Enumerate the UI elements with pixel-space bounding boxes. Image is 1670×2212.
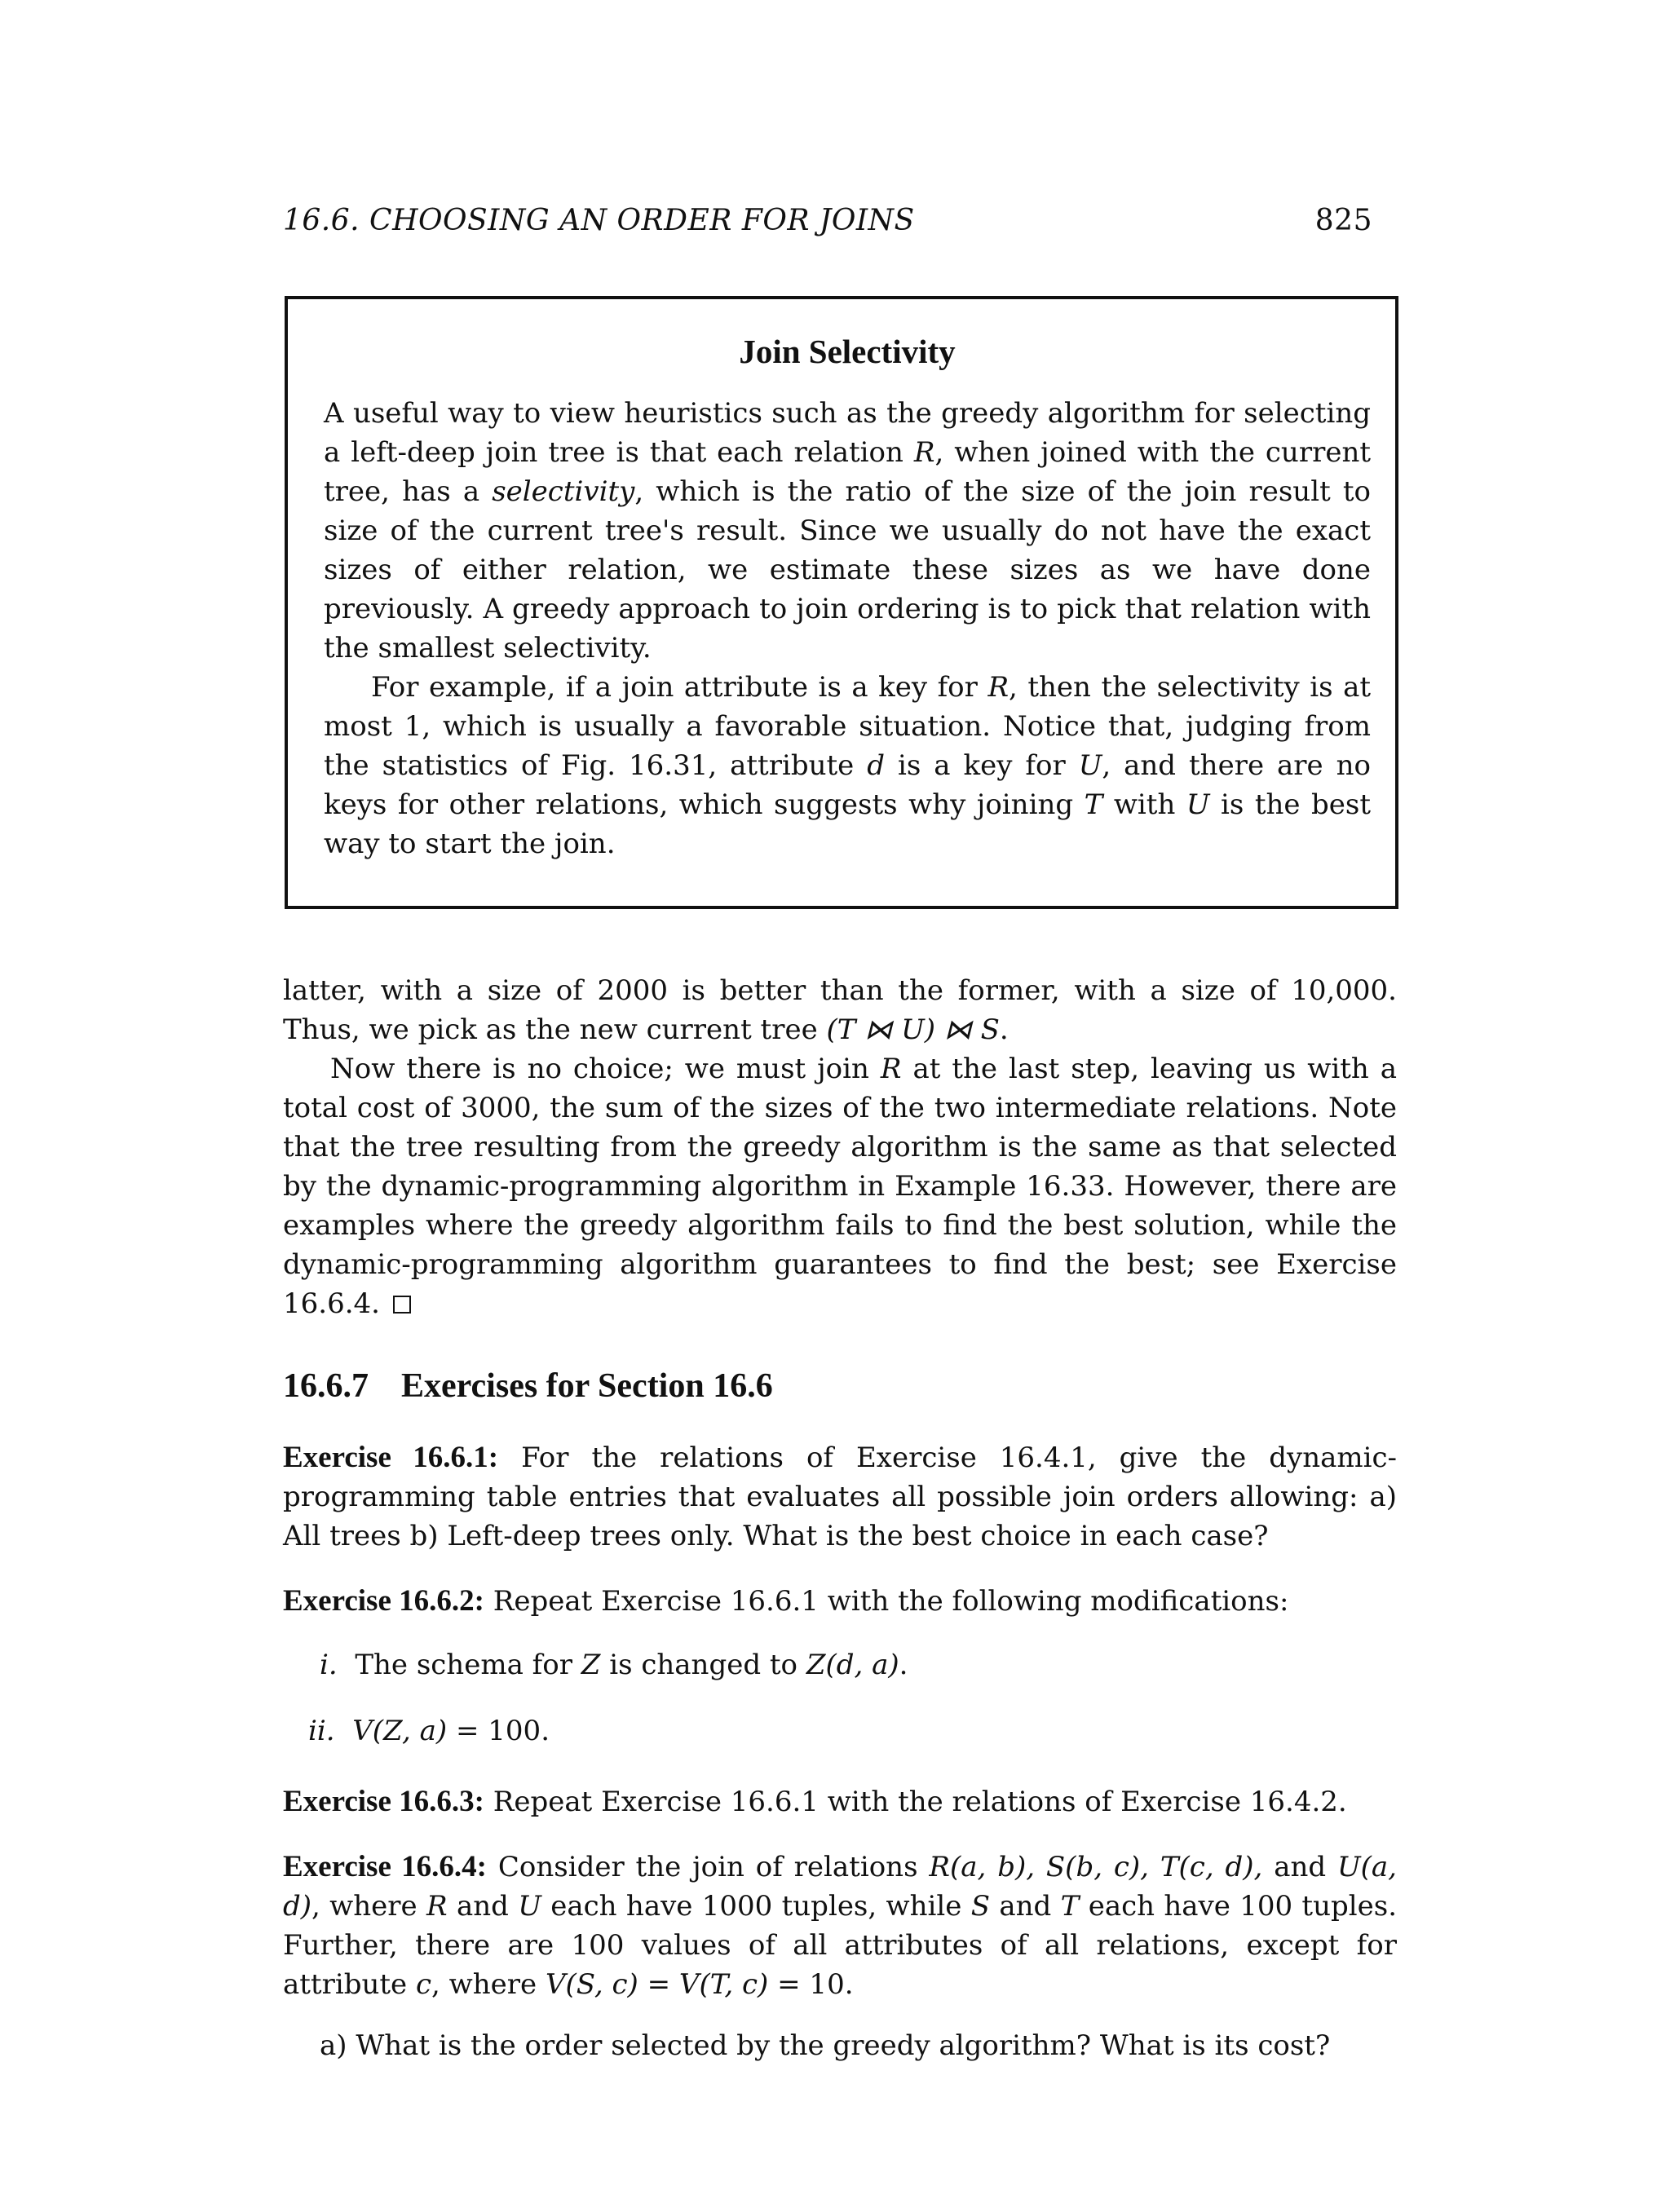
page-number: 825: [1314, 204, 1372, 237]
question-a: a) What is the order selected by the greedy algorithm? What is its cost?: [320, 2029, 1331, 2062]
exercise-text: Repeat Exercise 16.6.1 with the following modifications:: [493, 1585, 1289, 1618]
list-item: i. The schema for Z is changed to Z(d, a).: [320, 1649, 908, 1681]
exercise-16-6-4: Exercise 16.6.4: Consider the join of relations R(a, b), S(b, c), T(c, d), and U(a, d), where R and U each have 1000 tuples, while S and T each have 100 tuples. Further, there are 100 values of all attributes of all relations, except for attribute c, where V(S, c) = V(T, c) = 10.: [283, 1850, 1398, 2001]
exercise-16-6-1: [283, 1438, 1397, 1556]
section-title: Exercises for Section 16.6: [401, 1367, 773, 1405]
sidebar-title: Join Selectivity: [739, 333, 956, 370]
section-number: 16.6.7: [283, 1367, 369, 1405]
running-head: [283, 204, 1372, 237]
exercise-label: Exercise 16.6.2:: [283, 1584, 484, 1618]
exercise-label: Exercise 16.6.4:: [283, 1850, 487, 1883]
running-head-section: 16.6. CHOOSING AN ORDER FOR JOINS: [283, 204, 915, 237]
body-paragraph-1: latter, with a size of 2000 is better than the former, with a size of 10,000. Thus, we pick as the new current tree (T ⋈ U) ⋈ S.: [283, 974, 1397, 1046]
exercise-text: Repeat Exercise 16.6.1 with the relations of Exercise 16.4.2.: [493, 1786, 1347, 1818]
body-paragraph-2: Now there is no choice; we must join R at the last step, leaving us with a total cost of 3000, the sum of the sizes of the two intermediate relations. Note that the tree resulting from the greedy algorithm is the same as that selected by the dynamic-programming algorithm in Example 16.33. However, there are examples where the greedy algorithm fails to find the best solution, while the dynamic-programming algorithm guarantees to find the best; see Exercise 16.6.4.: [283, 1053, 1397, 1320]
exercise-text: For the relations of Exercise 16.4.1, give the dynamic-programming table entries that evaluates all possible join orders allowing: a) All trees b) Left-deep trees only. What is the best choice in each case?: [283, 1442, 1398, 1552]
body-text: [283, 971, 1397, 1323]
exercise-16-6-2: [283, 1582, 1397, 1621]
sidebar-paragraph-1: A useful way to view heuristics such as the greedy algorithm for selecting a left-deep join tree is that each relation R, when joined with the current tree, has a selectivity, which is the ratio of the size of the join result to size of the current tree's result. Since we usually do not have the exact sizes of either relation, we estimate these sizes as we have done previously. A greedy approach to join ordering is to pick that relation with the smallest selectivity.: [324, 397, 1372, 664]
sidebar-paragraph-2: For example, if a join attribute is a key for R, then the selectivity is at most 1, which is usually a favorable situation. Notice that, judging from the statistics of Fig. 16.31, attribute d is a key for U, and there are no keys for other relations, which suggests why joining T with U is the best way to start the join.: [324, 671, 1372, 860]
exercise-label: Exercise 16.6.3:: [283, 1785, 484, 1818]
list-item: ii. V(Z, a) = 100.: [308, 1715, 550, 1747]
exercise-16-6-3: [283, 1782, 1397, 1821]
exercise-label: Exercise 16.6.1:: [283, 1441, 499, 1474]
section-heading: [283, 1366, 773, 1406]
end-of-example-icon: [393, 1296, 411, 1314]
join-selectivity-sidebar: [285, 296, 1398, 909]
